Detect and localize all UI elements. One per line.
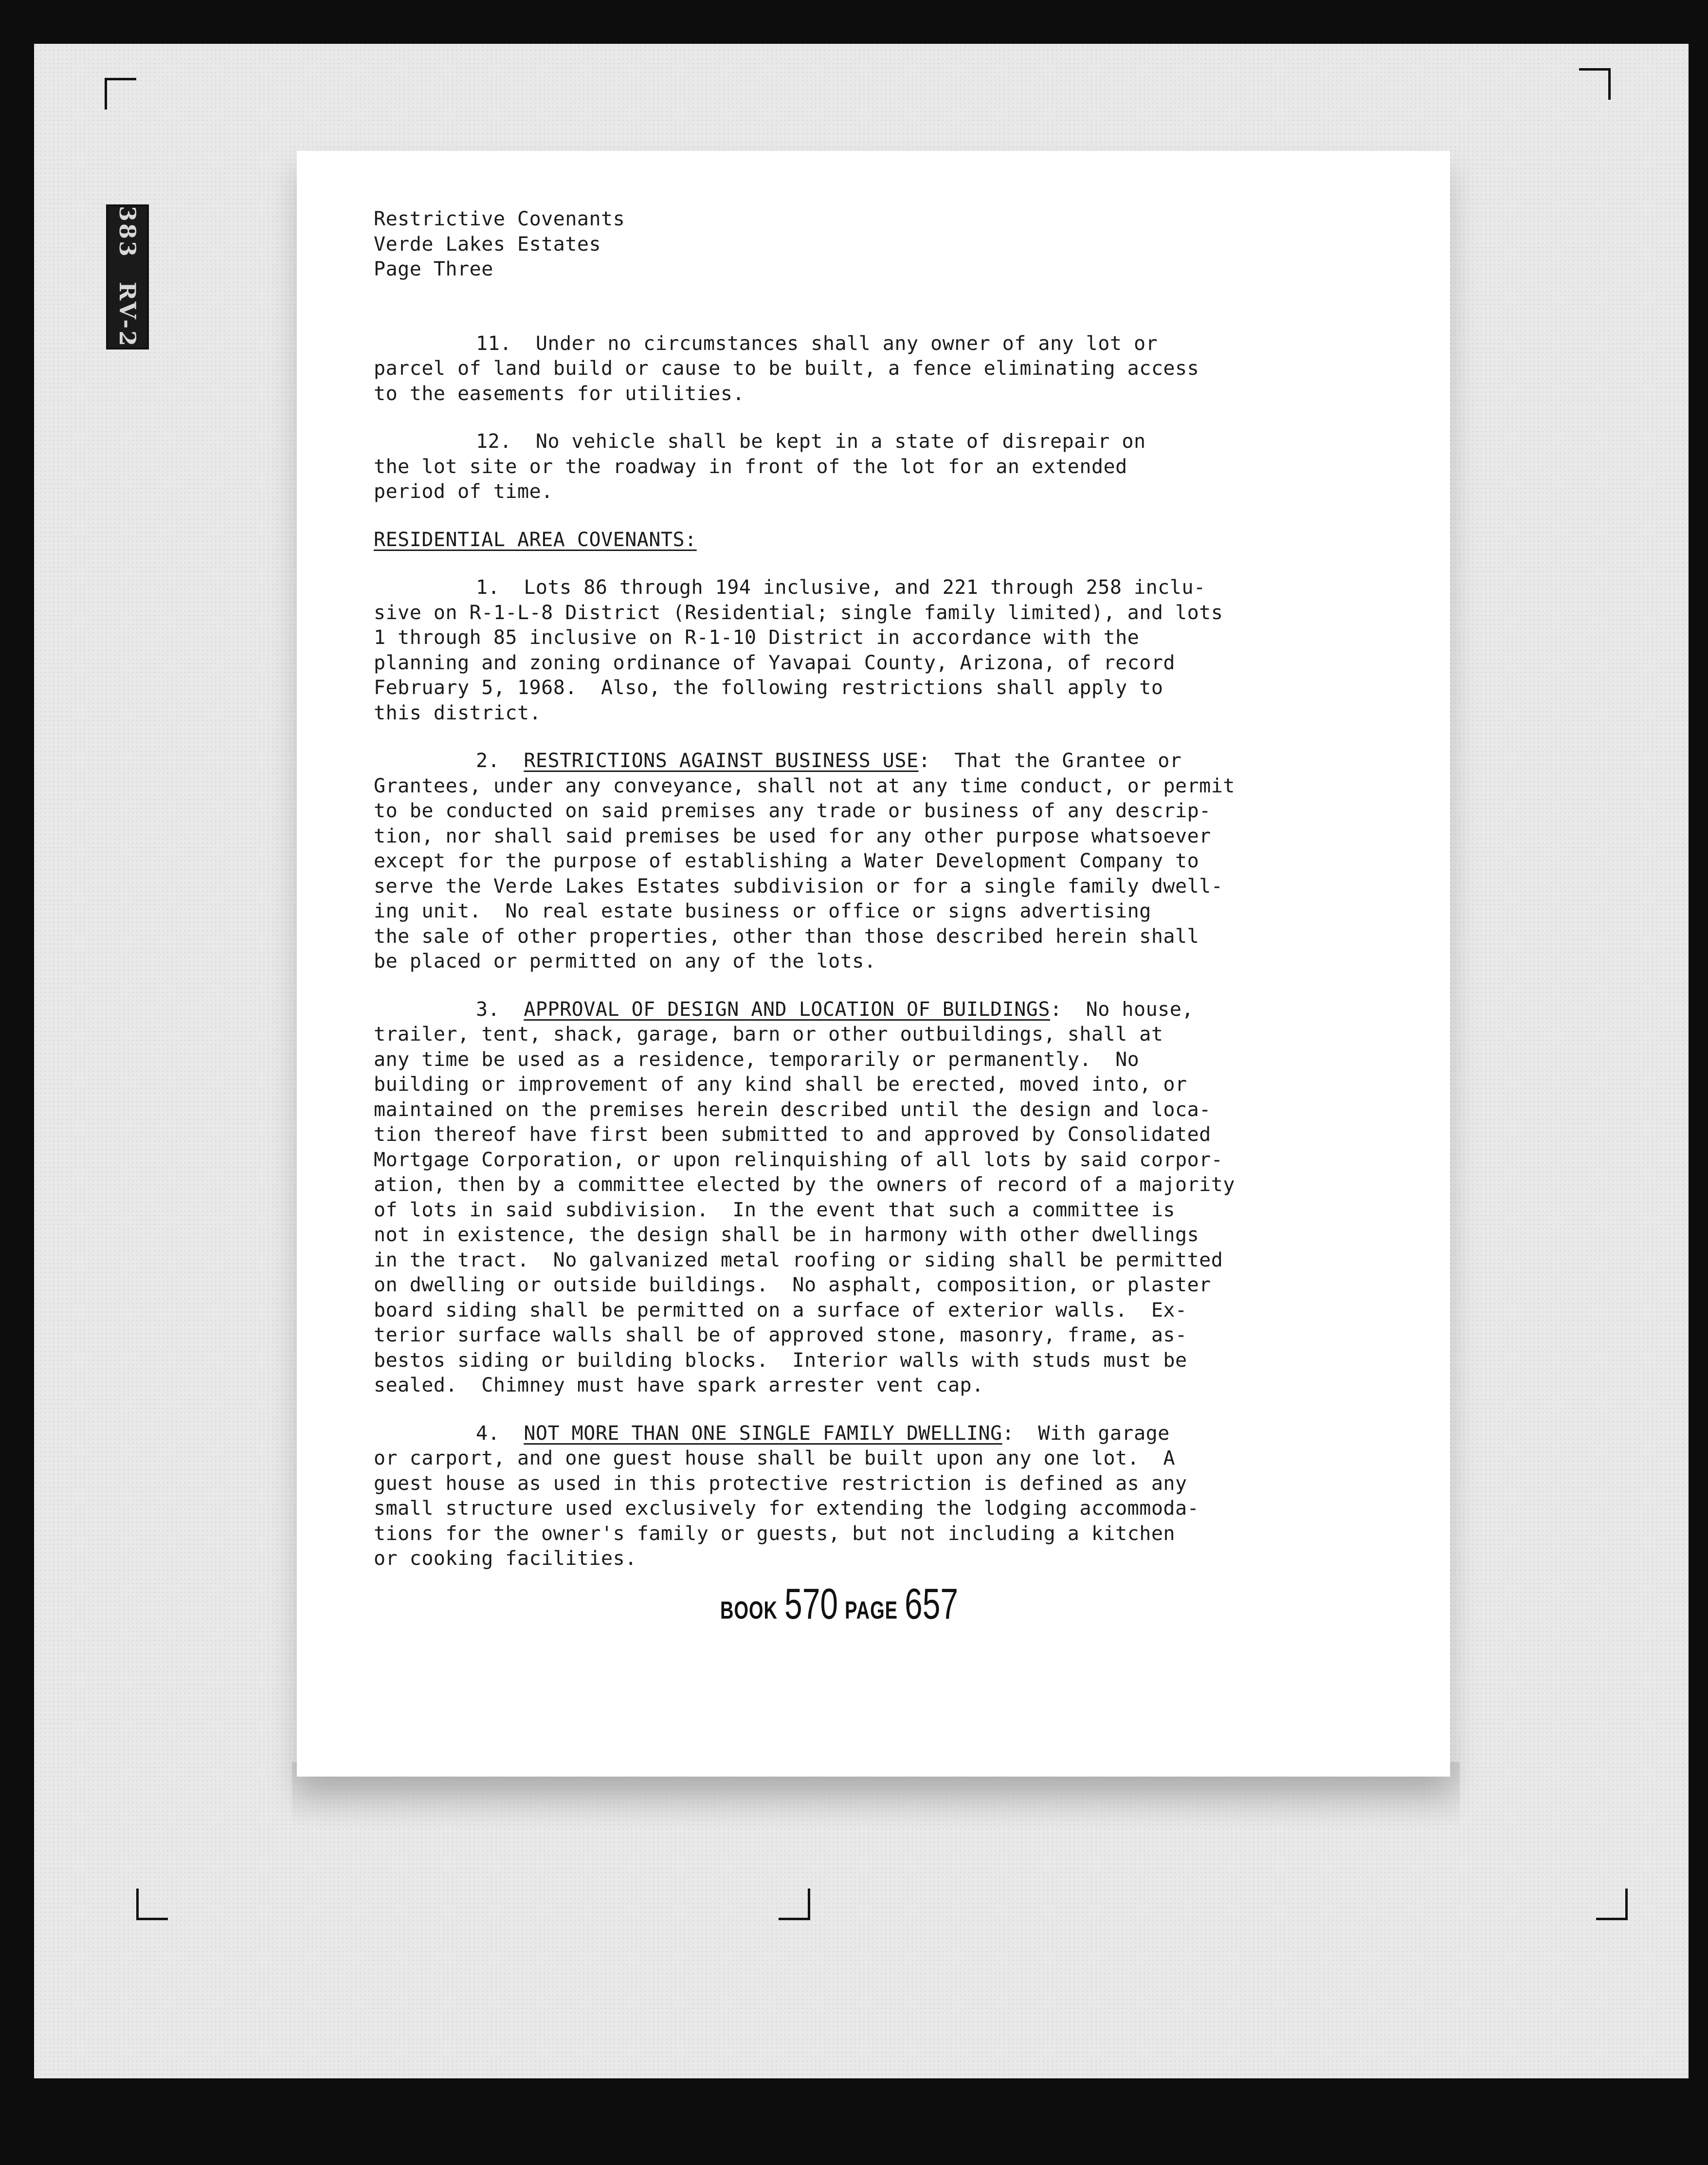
text-line: not in existence, the design shall be in harmony with other dwellings: [374, 1224, 1199, 1246]
text-line: on dwelling or outside buildings. No asphalt, composition, or plaster: [374, 1274, 1211, 1296]
text-line: except for the purpose of establishing a Water Development Company to: [374, 850, 1199, 872]
paragraph-item-12: [374, 429, 1366, 505]
book-page-stamp: [720, 1578, 958, 1629]
crop-mark-top-left: [105, 78, 136, 110]
text-line: 1 through 85 inclusive on R-1-10 District in accordance with the: [374, 626, 1140, 649]
text-line: small structure used exclusively for extending the lodging accommoda-: [374, 1497, 1199, 1520]
stamp-part: RV-2: [114, 282, 141, 349]
paragraph-residential-1: [374, 575, 1366, 726]
paragraph-residential-3: [374, 997, 1366, 1398]
text-line: tion, nor shall said premises be used for any other purpose whatsoever: [374, 825, 1211, 847]
text-line: terior surface walls shall be of approved stone, masonry, frame, as-: [374, 1324, 1187, 1346]
section-heading: [374, 528, 1366, 553]
restriction-title: APPROVAL OF DESIGN AND LOCATION OF BUILDINGS: [524, 998, 1050, 1021]
text-line: or cooking facilities.: [374, 1547, 637, 1570]
text-line: sealed. Chimney must have spark arrester vent cap.: [374, 1374, 984, 1396]
text-line: the lot site or the roadway in front of the lot for an extended: [374, 455, 1127, 478]
document-body: [374, 207, 1366, 1572]
restriction-title: RESTRICTIONS AGAINST BUSINESS USE: [524, 750, 919, 772]
book-label: BOOK: [720, 1597, 778, 1625]
text-line: [374, 1421, 1366, 1447]
text-line: period of time.: [374, 480, 553, 503]
item-number: 3.: [476, 998, 524, 1021]
stamp-text: [114, 199, 141, 355]
text-fragment: : No house,: [1050, 998, 1194, 1021]
text-line: parcel of land build or cause to be built, a fence eliminating access: [374, 357, 1199, 380]
crop-mark-bottom-left: [136, 1889, 168, 1920]
item-number: 2.: [476, 750, 524, 772]
text-line: serve the Verde Lakes Estates subdivision or for a single family dwell-: [374, 875, 1223, 898]
section-heading-text: RESIDENTIAL AREA COVENANTS:: [374, 528, 697, 551]
text-line: 12. No vehicle shall be kept in a state of disrepair on: [476, 430, 1146, 453]
text-line: 1. Lots 86 through 194 inclusive, and 221 through 258 inclu-: [476, 576, 1206, 599]
paragraph-residential-4: [374, 1421, 1366, 1572]
page-label: PAGE: [845, 1597, 898, 1625]
text-line: board siding shall be permitted on a surface of exterior walls. Ex-: [374, 1299, 1187, 1321]
paragraph-residential-2: [374, 749, 1366, 974]
text-line: to be conducted on said premises any trade or business of any descrip-: [374, 800, 1211, 822]
stamp-part: 383: [114, 205, 141, 258]
text-line: tions for the owner's family or guests, but not including a kitchen: [374, 1522, 1175, 1545]
text-fragment: : That the Grantee or: [918, 750, 1182, 772]
text-line: this district.: [374, 701, 542, 724]
crop-mark-top-right: [1579, 68, 1611, 100]
text-line: bestos siding or building blocks. Interior walls with studs must be: [374, 1349, 1187, 1372]
text-line: be placed or permitted on any of the lots.: [374, 950, 876, 972]
text-line: [374, 749, 1366, 774]
microfilm-tab-stamp: [106, 204, 149, 349]
text-line: Mortgage Corporation, or upon relinquishing of all lots by said corpor-: [374, 1148, 1223, 1171]
text-line: planning and zoning ordinance of Yavapai County, Arizona, of record: [374, 651, 1175, 674]
page-number: 657: [905, 1579, 959, 1628]
text-line: maintained on the premises herein described until the design and loca-: [374, 1098, 1211, 1121]
text-line: guest house as used in this protective restriction is defined as any: [374, 1472, 1187, 1495]
text-line: [374, 997, 1366, 1023]
text-line: in the tract. No galvanized metal roofing or siding shall be permitted: [374, 1248, 1223, 1271]
text-line: the sale of other properties, other than those described herein shall: [374, 925, 1199, 948]
text-line: trailer, tent, shack, garage, barn or other outbuildings, shall at: [374, 1023, 1163, 1046]
crop-mark-bottom-right: [1596, 1889, 1628, 1920]
text-line: February 5, 1968. Also, the following restrictions shall apply to: [374, 677, 1163, 699]
text-fragment: : With garage: [1002, 1422, 1170, 1445]
text-line: tion thereof have first been submitted to and approved by Consolidated: [374, 1123, 1211, 1146]
paragraph-item-11: [374, 331, 1366, 407]
text-line: building or improvement of any kind shall be erected, moved into, or: [374, 1073, 1187, 1096]
text-line: ing unit. No real estate business or office or signs advertising: [374, 900, 1151, 922]
crop-mark-bottom-center: [779, 1889, 810, 1920]
text-line: to the easements for utilities.: [374, 382, 745, 405]
book-number: 570: [784, 1579, 838, 1628]
text-line: sive on R-1-L-8 District (Residential; single family limited), and lots: [374, 601, 1223, 624]
text-line: 11. Under no circumstances shall any owner of any lot or: [476, 332, 1158, 355]
text-line: or carport, and one guest house shall be built upon any one lot. A: [374, 1447, 1175, 1469]
text-line: any time be used as a residence, temporarily or permanently. No: [374, 1048, 1140, 1071]
restriction-title: NOT MORE THAN ONE SINGLE FAMILY DWELLING: [524, 1422, 1002, 1445]
header-line: Page Three: [374, 258, 493, 280]
document-header: [374, 207, 1366, 282]
text-line: Grantees, under any conveyance, shall not at any time conduct, or permit: [374, 774, 1235, 797]
item-number: 4.: [476, 1422, 524, 1445]
header-line: Restrictive Covenants: [374, 208, 625, 230]
text-line: of lots in said subdivision. In the event that such a committee is: [374, 1198, 1175, 1221]
header-line: Verde Lakes Estates: [374, 233, 601, 256]
text-line: ation, then by a committee elected by the owners of record of a majority: [374, 1174, 1235, 1196]
